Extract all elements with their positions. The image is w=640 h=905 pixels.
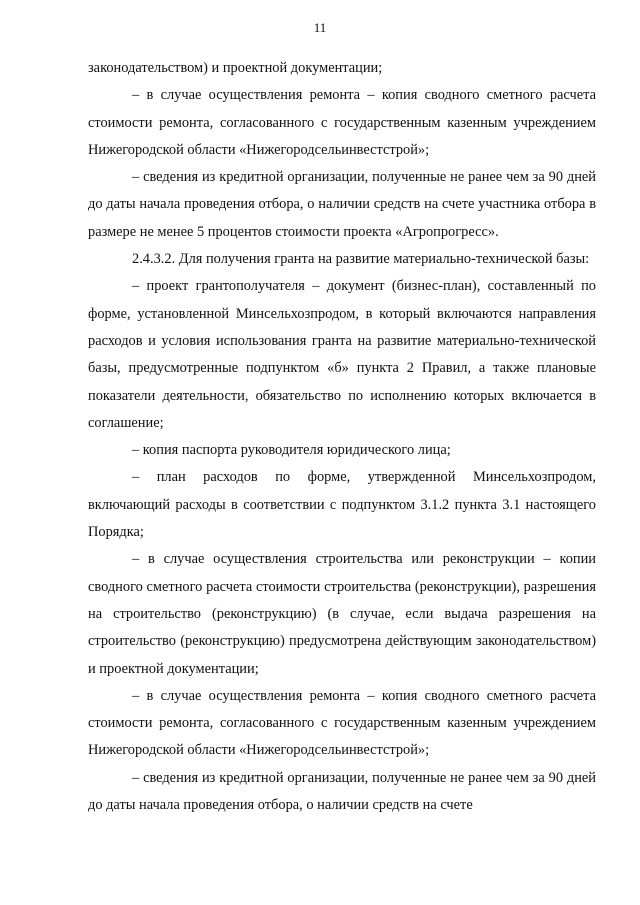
paragraph: – в случае осуществления ремонта – копия сводного сметного расчета стоимости ремонта, согласованного с государственным казенным учреждением Нижегородской области «Нижегородсельинвестстрой»; xyxy=(88,687,596,759)
paragraph: – сведения из кредитной организации, полученные не ранее чем за 90 дней до даты начала проведения отбора, о наличии средств на счете xyxy=(88,769,596,814)
page-number: 11 xyxy=(313,20,327,35)
section-heading-paragraph: 2.4.3.2. Для получения гранта на развитие материально-технической базы: xyxy=(132,251,590,268)
paragraph: – проект грантополучателя – документ (бизнес-план), составленный по форме, установленной Минсельхозпродом, в который включаются направления расходов и условия использования гранта на развитие материально-технической базы, предусмотренные подпунктом «б» пункта 2 Правил, а также плановые показатели деятельности, обязательство по исполнению которых включается в соглашение; xyxy=(88,278,596,431)
paragraph: – план расходов по форме, утвержденной Минсельхозпродом, включающий расходы в соответствии с подпунктом 3.1.2 пункта 3.1 настоящего Порядка; xyxy=(88,469,596,541)
paragraph: – в случае осуществления ремонта – копия сводного сметного расчета стоимости ремонта, согласованного с государственным казенным учреждением Нижегородской области «Нижегородсельинвестстрой»; xyxy=(88,87,596,158)
paragraph: – копия паспорта руководителя юридического лица; xyxy=(132,442,451,459)
paragraph: законодательством) и проектной документации; xyxy=(88,60,383,76)
paragraph: – сведения из кредитной организации, полученные не ранее чем за 90 дней до даты начала проведения отбора, о наличии средств на счете участника отбора в размере не менее 5 процентов стоимости проекта «Агропрогресс». xyxy=(88,169,596,240)
document-body xyxy=(88,55,596,819)
paragraph: – в случае осуществления строительства или реконструкции – копии сводного сметного расчета стоимости строительства (реконструкции), разрешения на строительство (реконструкцию) (в случае, если выдача разрешения на строительство (реконструкцию) предусмотрена действующим законодательством) и проектной документации; xyxy=(88,551,596,677)
